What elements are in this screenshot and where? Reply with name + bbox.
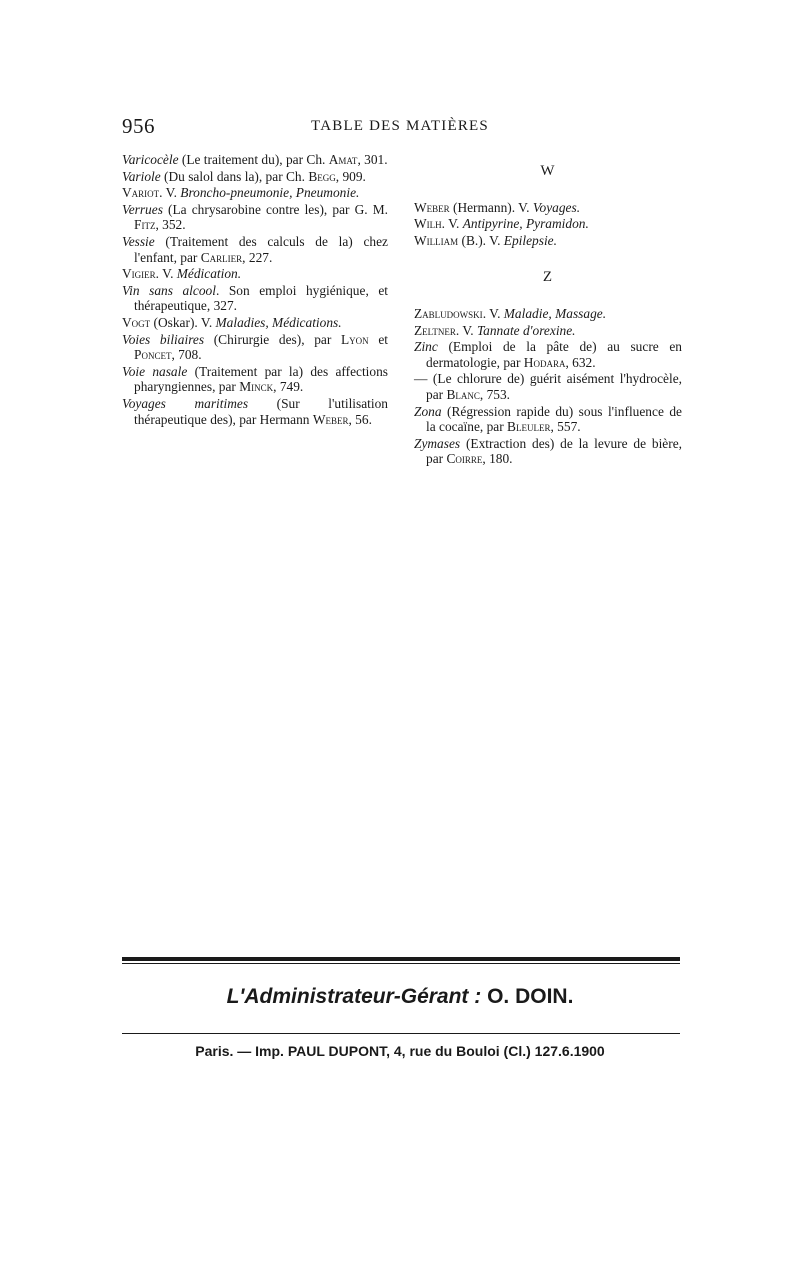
section-letter-z: Z — [542, 269, 554, 286]
index-entry: Zona (Régression rapide du) sous l'influence de la cocaïne, par Bleuler, 557. — [414, 403, 682, 435]
section-letter-w: W — [540, 163, 556, 179]
index-entry: Zabludowski. V. Maladie, Massage. — [414, 305, 607, 321]
index-entry: Verrues (La chrysarobine contre les), par G. M. Fitz, 352. — [122, 201, 388, 233]
index-entry: Vigier. V. Médication. — [122, 266, 242, 282]
imprint-rule — [122, 1033, 680, 1034]
index-entry: Varicocèle (Le traitement du), par Ch. Amat, 301. — [122, 152, 388, 167]
index-entry: Variot. V. Broncho-pneumonie, Pneumonie. — [122, 185, 360, 201]
index-entry: Voie nasale (Traitement par la) des affections pharyngiennes, par Minck, 749. — [122, 363, 388, 395]
footer-double-rule-thick — [122, 957, 680, 961]
page-number: 956 — [122, 114, 155, 138]
footer-double-rule-thin — [122, 963, 680, 964]
index-entry: Zymases (Extraction des) de la levure de bière, par Coirre, 180. — [414, 435, 682, 467]
printer-imprint: Paris. — Imp. PAUL DUPONT, 4, rue du Bouloi (Cl.) 127.6.1900 — [195, 1043, 605, 1059]
right-index-column — [414, 152, 682, 468]
index-entry: Vessie (Traitement des calculs de la) chez l'enfant, par Carlier, 227. — [122, 233, 388, 265]
index-entry: — (Le chlorure de) guérit aisément l'hydrocèle, par Blanc, 753. — [414, 371, 682, 402]
index-entry: Weber (Hermann). V. Voyages. — [414, 199, 581, 215]
index-entry: Voyages maritimes (Sur l'utilisation thérapeutique des), par Hermann Weber, 56. — [122, 395, 388, 427]
index-entry: Zinc (Emploi de la pâte de) au sucre en dermatologie, par Hodara, 632. — [414, 339, 682, 370]
signature-name: O. DOIN. — [487, 985, 574, 1008]
index-entry: William (B.). V. Epilepsie. — [414, 232, 557, 248]
index-entry: Vogt (Oskar). V. Maladies, Médications. — [122, 314, 342, 330]
index-entry: Zeltner. V. Tannate d'orexine. — [414, 322, 576, 338]
index-entry: Wilh. V. Antipyrine, Pyramidon. — [414, 216, 589, 232]
index-entry: Voies biliaires (Chirurgie des), par Lyon et Poncet, 708. — [122, 331, 388, 363]
index-entry: Variole (Du salol dans la), par Ch. Begg, 909. — [122, 168, 366, 184]
signature-role: L'Administrateur-Gérant : — [226, 985, 482, 1008]
left-index-column — [122, 152, 388, 428]
index-entry: Vin sans alcool. Son emploi hygiénique, et thérapeutique, 327. — [122, 282, 388, 314]
administrator-signature — [0, 985, 800, 1009]
running-title: TABLE DES MATIÈRES — [311, 118, 489, 134]
